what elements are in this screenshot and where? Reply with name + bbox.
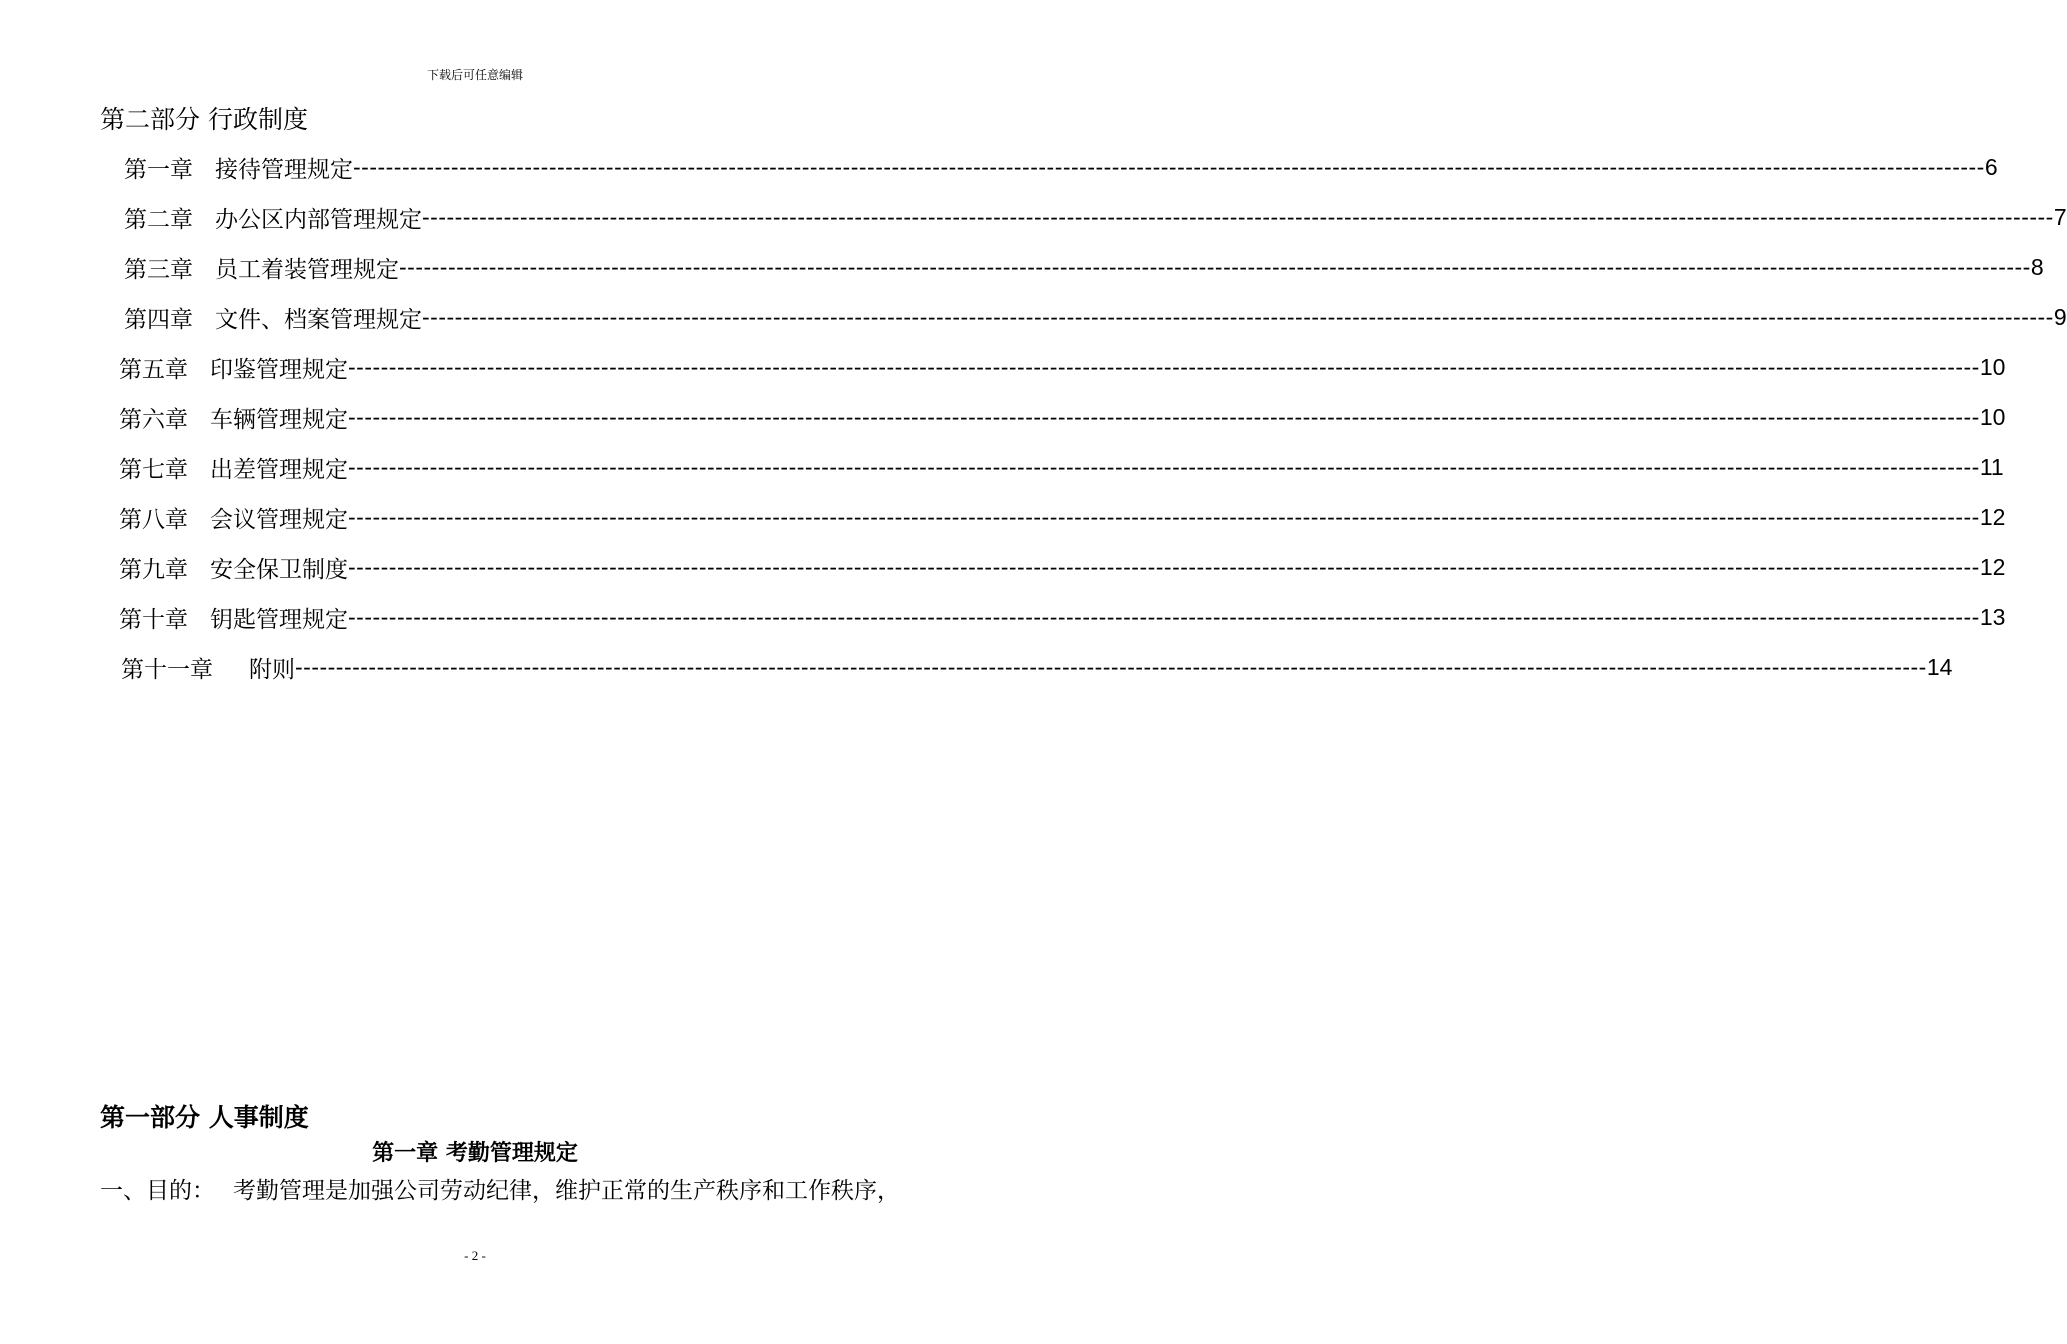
toc-page: 14	[1926, 653, 1953, 680]
toc-title: 附则	[249, 656, 295, 683]
toc-title: 接待管理规定	[215, 156, 353, 183]
toc-row[interactable]	[124, 251, 2044, 283]
toc-chapter: 第五章	[119, 356, 188, 383]
toc-leader: --------------------------------------------------------------------------------------------------------------------------------------------------------------------------------------------------------	[348, 603, 1980, 630]
toc-title: 印鉴管理规定	[210, 356, 348, 383]
toc-leader: --------------------------------------------------------------------------------------------------------------------------------------------------------------------------------------------------------	[348, 403, 1980, 430]
toc-row[interactable]	[124, 151, 1998, 183]
toc-leader: --------------------------------------------------------------------------------------------------------------------------------------------------------------------------------------------------------	[348, 353, 1980, 380]
toc-row[interactable]	[124, 301, 2067, 333]
toc-chapter: 第十章	[119, 606, 188, 633]
toc-title: 员工着装管理规定	[215, 256, 399, 283]
purpose-text: 考勤管理是加强公司劳动纪律，维护正常的生产秩序和工作秩序，	[233, 1178, 900, 1204]
toc-row[interactable]	[119, 601, 2006, 633]
toc-chapter: 第一章	[124, 156, 193, 183]
toc-leader: --------------------------------------------------------------------------------------------------------------------------------------------------------------------------------------------------------	[348, 453, 1980, 480]
toc-page: 12	[1979, 503, 2006, 530]
toc-chapter: 第六章	[119, 406, 188, 433]
toc-row[interactable]	[124, 201, 2067, 233]
toc-title: 办公区内部管理规定	[215, 206, 422, 233]
toc-page: 10	[1979, 353, 2006, 380]
body-paragraph-line	[100, 1172, 900, 1205]
toc-leader: --------------------------------------------------------------------------------------------------------------------------------------------------------------------------------------------------------	[422, 303, 2054, 330]
toc-page: 9	[2053, 303, 2067, 330]
toc-chapter: 第八章	[119, 506, 188, 533]
toc-page: 12	[1979, 553, 2006, 580]
toc-row[interactable]	[119, 501, 2006, 533]
toc-title: 会议管理规定	[210, 506, 348, 533]
toc-page: 10	[1979, 403, 2006, 430]
toc-chapter: 第四章	[124, 306, 193, 333]
toc-page: 6	[1984, 153, 1998, 180]
toc-chapter: 第七章	[119, 456, 188, 483]
toc-chapter: 第二章	[124, 206, 193, 233]
toc-row[interactable]	[119, 401, 2006, 433]
toc-title: 出差管理规定	[210, 456, 348, 483]
part2-title: 第二部分 行政制度	[100, 105, 308, 134]
toc-page: 7	[2053, 203, 2067, 230]
chapter-heading: 第一章 考勤管理规定	[372, 1140, 578, 1166]
toc-title: 钥匙管理规定	[210, 606, 348, 633]
toc-title: 文件、档案管理规定	[215, 306, 422, 333]
toc-leader: --------------------------------------------------------------------------------------------------------------------------------------------------------------------------------------------------------	[348, 503, 1980, 530]
toc-row[interactable]	[119, 351, 2006, 383]
toc-leader: --------------------------------------------------------------------------------------------------------------------------------------------------------------------------------------------------------	[353, 153, 1985, 180]
toc-row[interactable]	[119, 551, 2006, 583]
toc-chapter: 第十一章	[121, 656, 213, 683]
part1-title: 第一部分 人事制度	[100, 1103, 309, 1132]
toc-leader: --------------------------------------------------------------------------------------------------------------------------------------------------------------------------------------------------------	[399, 253, 2031, 280]
page-number: - 2 -	[464, 1248, 486, 1263]
toc-chapter: 第三章	[124, 256, 193, 283]
toc-title: 车辆管理规定	[210, 406, 348, 433]
page-header-note: 下载后可任意编辑	[426, 68, 523, 82]
toc-chapter: 第九章	[119, 556, 188, 583]
toc-page: 11	[1979, 453, 2004, 480]
toc-leader: --------------------------------------------------------------------------------------------------------------------------------------------------------------------------------------------------------	[422, 203, 2054, 230]
toc-leader: --------------------------------------------------------------------------------------------------------------------------------------------------------------------------------------------------------	[348, 553, 1980, 580]
purpose-label: 一、目的：	[100, 1178, 215, 1204]
toc-page: 8	[2030, 253, 2044, 280]
toc-row[interactable]	[119, 451, 2004, 483]
toc-leader: --------------------------------------------------------------------------------------------------------------------------------------------------------------------------------------------------------	[295, 653, 1927, 680]
toc-title: 安全保卫制度	[210, 556, 348, 583]
toc-page: 13	[1979, 603, 2006, 630]
toc-row[interactable]	[121, 651, 1953, 683]
